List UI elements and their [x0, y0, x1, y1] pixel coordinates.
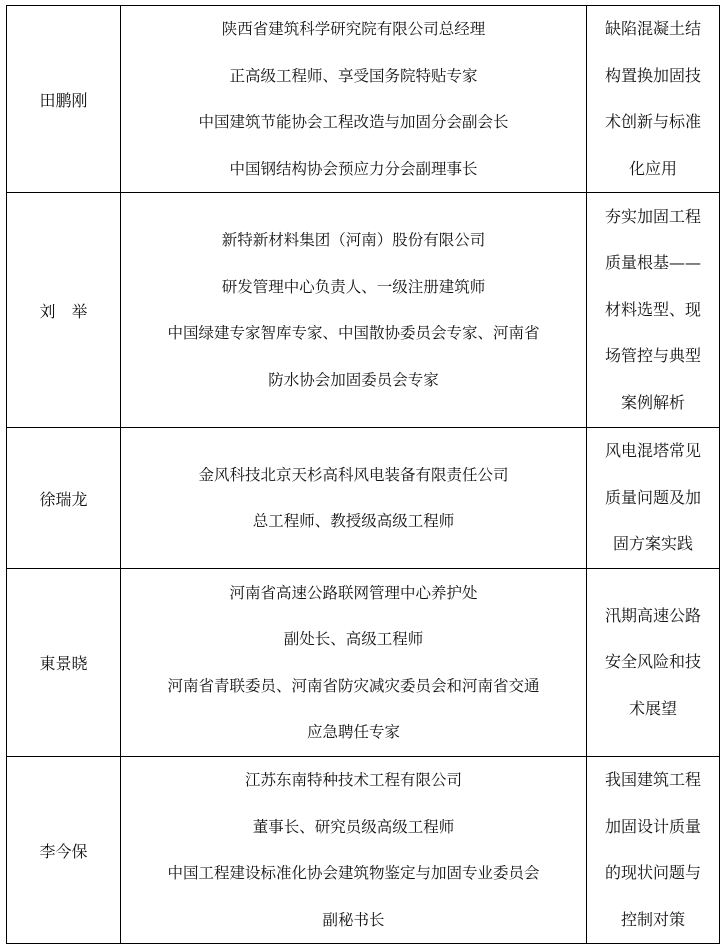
topic-line: 控制对策 — [620, 909, 685, 929]
info-line: 中国工程建设标准化协会建筑物鉴定与加固专业委员会 — [167, 864, 540, 882]
info-line: 河南省高速公路联网管理中心养护处 — [229, 583, 478, 602]
topic-line: 汛期高速公路 — [604, 605, 701, 625]
table-row — [7, 193, 720, 428]
speaker-info-cell — [121, 193, 587, 428]
info-line: 陕西省建筑科学研究院有限公司总经理 — [221, 20, 486, 38]
topic-line: 缺陷混凝土结 — [604, 19, 701, 38]
table-row — [7, 6, 720, 193]
speaker-name: 徐瑞龙 — [39, 489, 88, 509]
speaker-topic-cell — [587, 757, 720, 944]
info-line: 研发管理中心负责人、一级注册建筑师 — [221, 277, 486, 296]
table-row — [7, 757, 720, 944]
topic-line: 的现状问题与 — [604, 863, 701, 882]
table-row — [7, 569, 720, 757]
speaker-name-cell — [7, 757, 121, 944]
info-line: 防水协会加固委员会专家 — [268, 370, 439, 389]
topic-line: 质量根基—— — [604, 253, 701, 273]
speaker-table — [6, 5, 720, 944]
info-line: 金风科技北京天杉高科风电装备有限责任公司 — [198, 465, 509, 484]
topic-line: 风电混塔常见 — [604, 441, 701, 461]
info-line: 总工程师、教授级高级工程师 — [252, 512, 455, 530]
topic-line: 固方案实践 — [612, 534, 693, 554]
info-line: 正高级工程师、享受国务院特贴专家 — [229, 66, 478, 85]
info-line: 副处长、高级工程师 — [283, 630, 424, 648]
info-line: 应急聘任专家 — [306, 723, 400, 741]
table-row — [7, 428, 720, 569]
speaker-topic-cell — [587, 6, 720, 193]
speaker-name: 田鹏刚 — [39, 90, 88, 110]
info-line: 中国钢结构协会预应力分会副理事长 — [229, 159, 478, 178]
speaker-topic-cell — [587, 193, 720, 428]
info-line: 河南省青联委员、河南省防灾减灾委员会和河南省交通 — [167, 676, 540, 695]
speaker-info-cell — [121, 569, 587, 757]
speaker-name-cell — [7, 193, 121, 428]
topic-line: 术展望 — [628, 698, 677, 718]
speaker-name-cell — [7, 428, 121, 569]
topic-line: 术创新与标准 — [604, 112, 701, 131]
speaker-info-cell — [121, 757, 587, 944]
speaker-name: 東景晓 — [39, 654, 88, 673]
info-line: 中国建筑节能协会工程改造与加固分会副会长 — [198, 113, 509, 131]
topic-line: 构置换加固技 — [604, 65, 701, 85]
speaker-name: 李今保 — [39, 841, 88, 861]
topic-line: 材料选型、现 — [604, 299, 701, 319]
speaker-name-cell — [7, 6, 121, 193]
topic-line: 安全风险和技 — [604, 652, 701, 672]
topic-line: 夯实加固工程 — [604, 206, 701, 226]
topic-line: 案例解析 — [620, 392, 685, 412]
topic-line: 场管控与典型 — [604, 346, 701, 366]
topic-line: 加固设计质量 — [604, 816, 701, 836]
topic-line: 质量问题及加 — [604, 487, 701, 507]
speaker-name-cell — [7, 569, 121, 757]
topic-line: 化应用 — [628, 158, 677, 178]
speaker-info-cell — [121, 428, 587, 569]
speaker-name: 刘 举 — [39, 301, 88, 321]
speaker-topic-cell — [587, 569, 720, 757]
info-line: 新特新材料集团（河南）股份有限公司 — [221, 231, 486, 249]
info-line: 江苏东南特种技术工程有限公司 — [244, 771, 462, 789]
info-line: 副秘书长 — [322, 910, 385, 929]
speaker-info-cell — [121, 6, 587, 193]
info-line: 董事长、研究员级高级工程师 — [252, 817, 455, 836]
topic-line: 我国建筑工程 — [604, 770, 701, 789]
info-line: 中国绿建专家智库专家、中国散协委员会专家、河南省 — [167, 324, 540, 342]
speaker-topic-cell — [587, 428, 720, 569]
